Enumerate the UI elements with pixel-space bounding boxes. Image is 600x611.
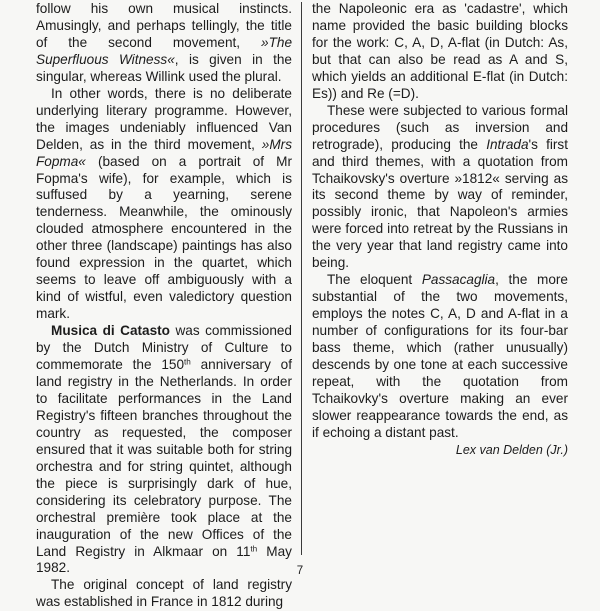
italic-title: »The Superfluous Witness« [36, 34, 292, 67]
paragraph [312, 1, 568, 103]
superscript: th [184, 357, 191, 367]
page-number: 7 [296, 565, 304, 577]
text-run: anniversary of land registry in the Netherlands. In order to facilitate performances in the Land Registry's fifteen branches throughout the country as requested, the composer ensured that it was suitable both for string orchestra and for string quintet, although the piece is surprisingly dark of hue, considering its celebratory purpose. The orchestral première took place at the inauguration of the new Offices of the Land Registry in Alkmaar on 11 [36, 357, 292, 559]
text-run: The original concept of land registry was established in France in 1812 during [36, 577, 292, 610]
text-run: follow his own musical instincts. Amusingly, and perhaps tellingly, the title of the second movement, [36, 1, 292, 50]
paragraph [312, 103, 568, 273]
paragraph [36, 577, 292, 611]
text-run: , is given in the singular, whereas Willink used the plural. [36, 51, 292, 84]
text-run: In other words, there is no deliberate underlying literary programme. However, the images undeniably influenced Van Delden, as in the third movement, [36, 85, 292, 152]
text-run: May 1982. [36, 543, 292, 576]
paragraph [36, 323, 292, 577]
superscript: th [250, 544, 258, 554]
bold-work-title: Musica di Catasto [51, 323, 170, 339]
author-signature: Lex van Delden (Jr.) [455, 442, 568, 457]
right-text-column [312, 1, 568, 459]
text-run: the Napoleonic era as 'cadastre', which name provided the basic building blocks for the work: C, A, D, A-flat (in Dutch: As, but that can also be read as A and S, which yields an additional E-flat (in Dutch: Es)) and Re (=D). [312, 1, 568, 101]
column-divider [301, 2, 302, 555]
text-run: (based on a portrait of Mr Fopma's wife), for example, which is suffused by a yearning, serene tenderness. Meanwhile, the ominously clouded atmosphere encountered in the other three (landscape) paintings has also found expression in the quartet, which seems to leave off ambiguously with a kind of wistful, even valedictory question mark. [36, 153, 292, 322]
italic-title: »Mrs Fopma« [36, 136, 292, 169]
paragraph [36, 86, 292, 323]
text-run: The eloquent [327, 272, 422, 288]
text-run: These were subjected to various formal procedures (such as inversion and retrograde), producing the [312, 102, 568, 152]
paragraph [312, 272, 568, 442]
italic-title: Passacaglia [421, 272, 496, 288]
text-run: 's first and third themes, with a quotation from Tchaikovsky's overture »1812« serving as its second theme by way of reminder, possibly ironic, that Napoleon's armies were forced into retreat by the Russians in the very year that land registry came into being. [312, 136, 568, 271]
left-text-column [36, 1, 292, 611]
italic-title: Intrada [486, 136, 529, 152]
text-run: was commissioned by the Dutch Ministry of Culture to commemorate the 150 [36, 323, 292, 373]
paragraph [36, 1, 292, 86]
text-run: , the more substantial of the two movements, employs the notes C, A, D and A-flat in a number of configurations for its four-bar bass theme, which (rather unusually) descends by one tone at each successive repeat, with the quotation from Tchaikovky's overture making an ever slower reappearance towards the end, as if echoing a distant past. [312, 272, 568, 440]
